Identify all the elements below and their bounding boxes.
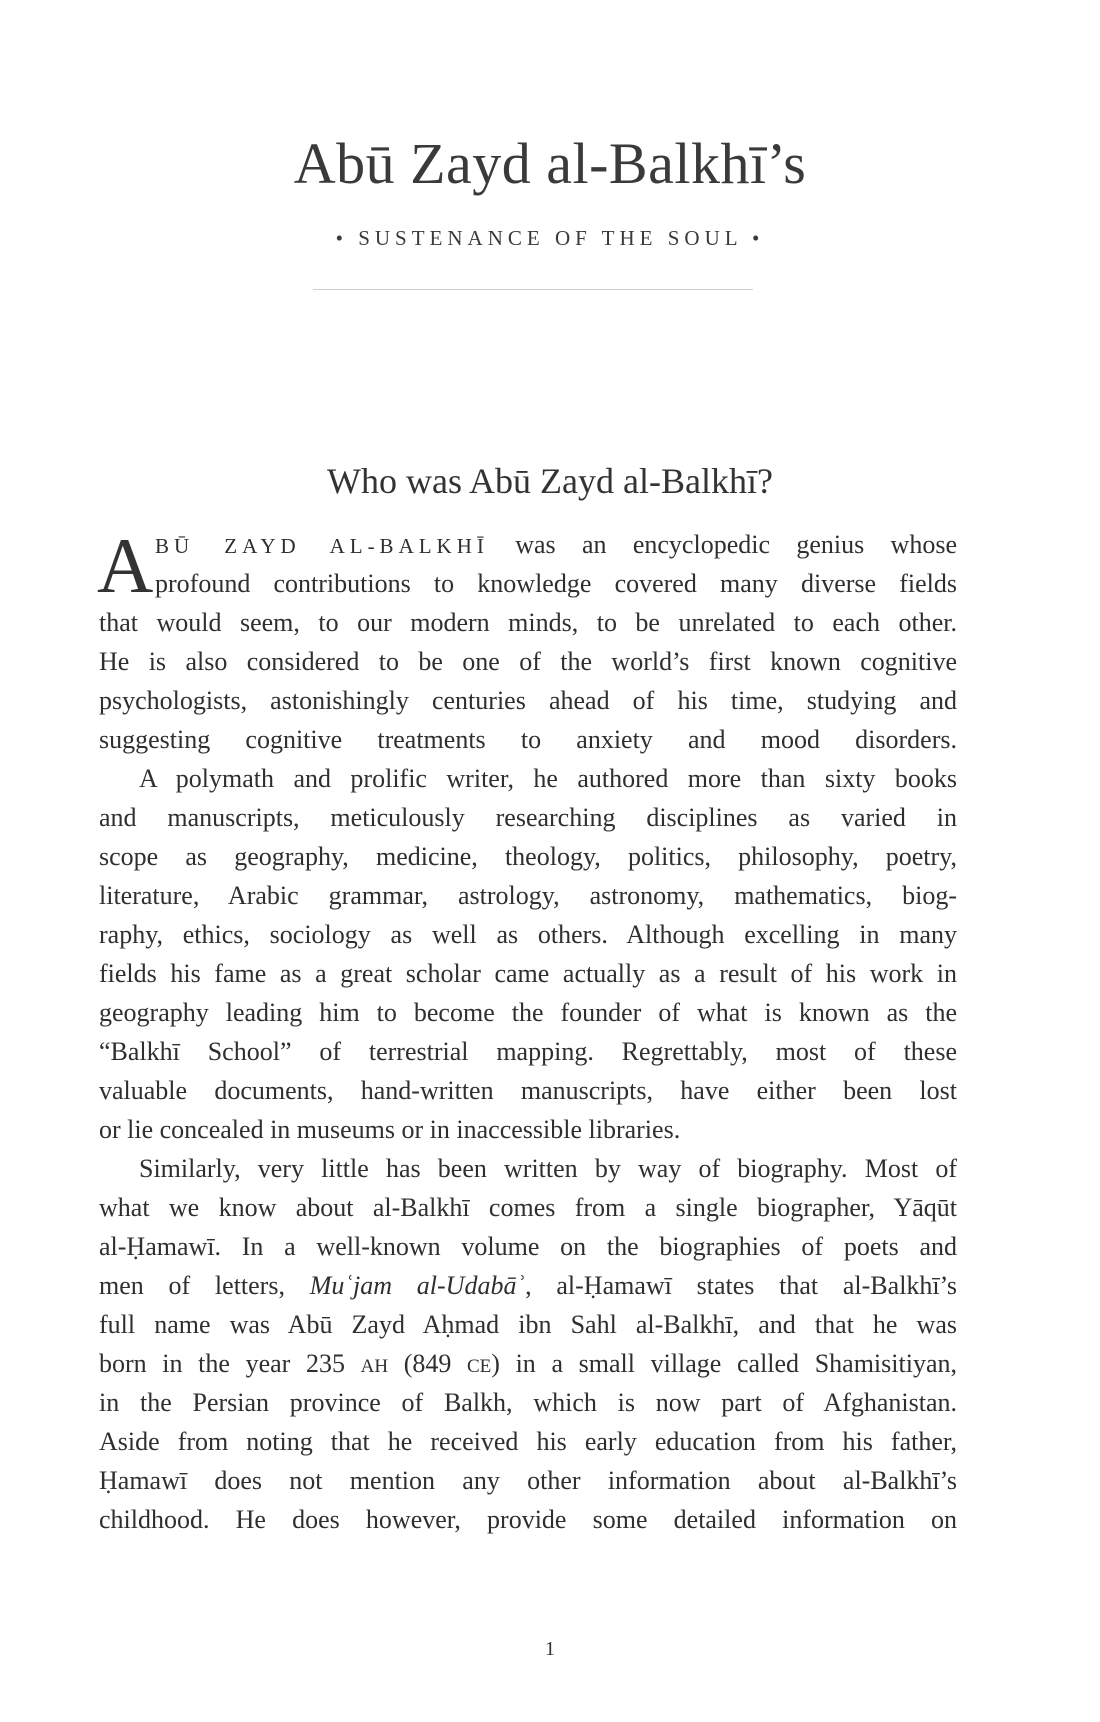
title-divider [313,289,753,290]
text-line: scope as geography, medicine, theology, politics, philosophy, poetry, [99,842,957,871]
book-subtitle: • SUSTENANCE OF THE SOUL • [335,226,765,250]
text-line: Ḥamawī does not mention any other information about al-Balkhī’s [99,1466,957,1495]
book-title: Abū Zayd al-Balkhī’s [293,131,807,196]
page-number: 1 [545,1638,555,1660]
era-abbrev: CE [467,1356,492,1377]
text-line: or lie concealed in museums or in inaccessible libraries. [99,1115,681,1144]
text-line: full name was Abū Zayd Aḥmad ibn Sahl al-Balkhī, and that he was [99,1310,957,1339]
drop-cap: A [97,522,154,609]
text-line: Aside from noting that he received his early education from his father, [99,1427,957,1456]
text-line: in the Persian province of Balkh, which is now part of Afghanistan. [99,1388,957,1417]
text-line: raphy, ethics, sociology as well as others. Although excelling in many [99,920,957,949]
text-line: He is also considered to be one of the world’s first known cognitive [99,647,957,676]
text-line: profound contributions to knowledge covered many diverse fields [155,569,957,598]
text-line [99,1344,957,1383]
paragraph-2 [99,759,957,1149]
text-span: ) in a small village called Shamisitiyan, [491,1349,957,1378]
body-text [97,522,957,1539]
text-line [99,525,957,564]
text-line: what we know about al-Balkhī comes from a single biographer, Yāqūt [99,1193,957,1222]
text-line: geography leading him to become the founder of what is known as the [99,998,957,1027]
text-line: childhood. He does however, provide some detailed information on [99,1505,957,1534]
text-line: fields his fame as a great scholar came actually as a result of his work in [99,959,957,988]
section-heading: Who was Abū Zayd al-Balkhī? [327,461,773,501]
book-title-italic: Muʿjam al-Udabāʾ [309,1271,526,1300]
text-span: , al-Ḥamawī states that al-Balkhī’s [525,1271,957,1300]
text-line: valuable documents, hand-written manuscripts, have either been lost [99,1076,957,1105]
text-line: suggesting cognitive treatments to anxiety and mood disorders. [99,725,957,754]
smallcaps-lead: BŪ ZAYD AL-BALKHĪ [155,534,489,558]
text-span: was an encyclopedic genius whose [488,530,957,559]
text-line: “Balkhī School” of terrestrial mapping. Regrettably, most of these [99,1037,957,1066]
text-line: Similarly, very little has been written by way of biography. Most of [139,1154,957,1183]
text-span: men of letters, [99,1271,310,1300]
era-abbrev: AH [360,1356,389,1377]
text-line [99,1266,957,1305]
text-span: born in the year 235 [99,1349,361,1378]
text-line: psychologists, astonishingly centuries ahead of his time, studying and [99,686,957,715]
paragraph-3 [99,1149,957,1539]
text-line: and manuscripts, meticulously researching disciplines as varied in [99,803,957,832]
text-line: that would seem, to our modern minds, to be unrelated to each other. [99,608,957,637]
text-span: (849 [388,1349,467,1378]
text-line: al-Ḥamawī. In a well-known volume on the biographies of poets and [99,1232,957,1261]
paragraph-1 [97,522,957,759]
text-line: A polymath and prolific writer, he authored more than sixty books [139,764,957,793]
text-line: literature, Arabic grammar, astrology, astronomy, mathematics, biog- [99,881,957,910]
